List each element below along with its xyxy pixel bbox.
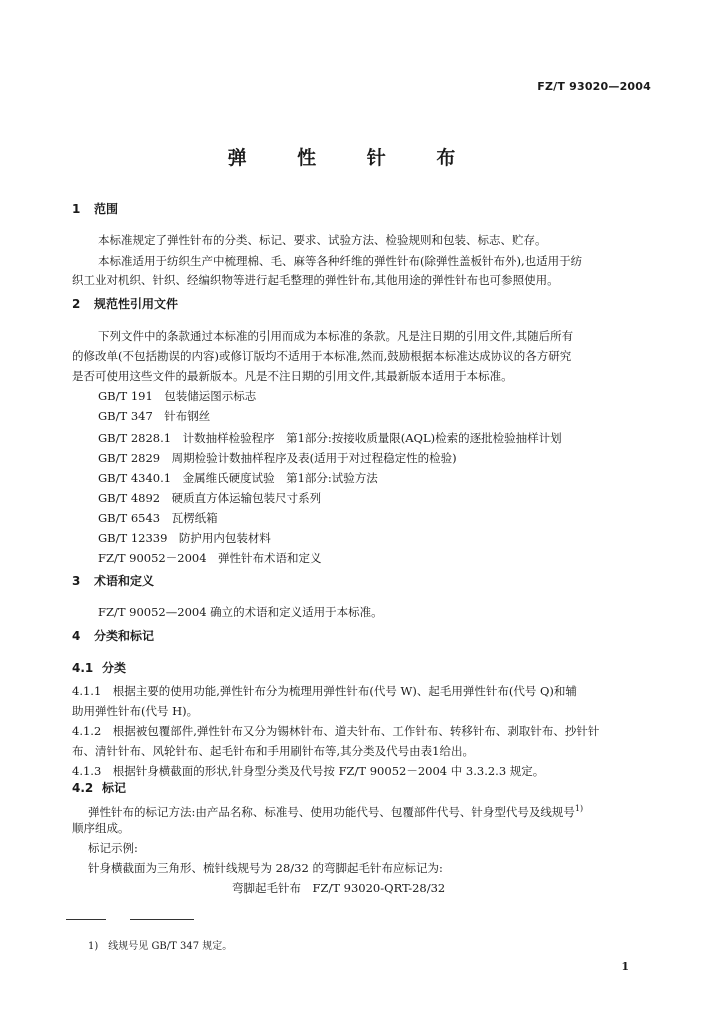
reference-item: FZ/T 90052－2004 弹性针布术语和定义 — [98, 551, 322, 565]
section-title: 范围 — [94, 202, 119, 216]
section-title: 规范性引用文件 — [94, 297, 179, 311]
footnote: 1) 线规号见 GB/T 347 规定。 — [88, 941, 233, 952]
section-1-heading — [72, 202, 118, 217]
example-label: 标记示例: — [88, 841, 138, 855]
section-4-heading — [72, 629, 154, 644]
footnote-rule-right — [130, 919, 194, 920]
paragraph-line: 本标准规定了弹性针布的分类、标记、要求、试验方法、检验规则和包装、标志、贮存。 — [98, 233, 547, 247]
section-number: 3 — [72, 574, 81, 588]
section-title: 分类 — [102, 661, 127, 675]
page-number: 1 — [621, 960, 629, 973]
marking-method-text: 弹性针布的标记方法:由产品名称、标准号、使用功能代号、包覆部件代号、针身型代号及线规号 — [88, 804, 575, 819]
section-number: 4 — [72, 629, 81, 643]
reference-item: GB/T 2828.1 计数抽样检验程序 第1部分:按接收质量限(AQL)检索的逐批检验抽样计划 — [98, 431, 562, 445]
section-title: 术语和定义 — [94, 574, 155, 588]
example-marking: 弯脚起毛针布 FZ/T 93020-QRT-28/32 — [232, 881, 446, 895]
paragraph-line: FZ/T 90052—2004 确立的术语和定义适用于本标准。 — [98, 605, 383, 619]
section-number: 4.1 — [72, 661, 94, 675]
reference-item: GB/T 4340.1 金属维氏硬度试验 第1部分:试验方法 — [98, 471, 378, 485]
section-3-heading — [72, 574, 154, 589]
subsection-4-1-heading — [72, 661, 126, 676]
clause-line: 4.1.3 根据针身横截面的形状,针身型分类及代号按 FZ/T 90052－2004 中 3.3.2.3 规定。 — [72, 764, 545, 778]
reference-item: GB/T 2829 周期检验计数抽样程序及表(适用于对过程稳定性的检验) — [98, 451, 457, 465]
example-text: 针身横截面为三角形、梳针线规号为 28/32 的弯脚起毛针布应标记为: — [88, 861, 443, 875]
paragraph-line: 顺序组成。 — [72, 821, 130, 835]
section-title: 标记 — [102, 781, 127, 795]
standard-code: FZ/T 93020—2004 — [537, 80, 651, 93]
reference-item: GB/T 347 针布钢丝 — [98, 409, 211, 423]
paragraph-line — [88, 801, 583, 820]
paragraph-line: 本标准适用于纺织生产中梳理棉、毛、麻等各种纤维的弹性针布(除弹性盖板针布外),也适用于纺 — [98, 254, 583, 268]
section-2-heading — [72, 297, 178, 312]
section-title: 分类和标记 — [94, 629, 155, 643]
clause-line: 4.1.2 根据被包覆部件,弹性针布又分为锡林针布、道夫针布、工作针布、转移针布、剥取针布、抄针针 — [72, 724, 600, 738]
subsection-4-2-heading — [72, 781, 126, 796]
clause-line: 布、清针针布、风轮针布、起毛针布和手用刷针布等,其分类及代号由表1给出。 — [72, 744, 474, 758]
clause-line: 助用弹性针布(代号 H)。 — [72, 704, 199, 718]
document-title: 弹 性 针 布 — [227, 147, 478, 169]
section-number: 1 — [72, 202, 81, 216]
paragraph-line: 是否可使用这些文件的最新版本。凡是不注日期的引用文件,其最新版本适用于本标准。 — [72, 369, 513, 383]
paragraph-line: 织工业对机织、针织、经编织物等进行起毛整理的弹性针布,其他用途的弹性针布也可参照使用。 — [72, 273, 559, 287]
footnote-rule-left — [66, 919, 106, 920]
paragraph-line: 下列文件中的条款通过本标准的引用而成为本标准的条款。凡是注日期的引用文件,其随后所有 — [98, 329, 574, 343]
section-number: 2 — [72, 297, 81, 311]
reference-item: GB/T 12339 防护用内包装材料 — [98, 531, 271, 545]
footnote-marker: 1) — [574, 804, 584, 813]
paragraph-line: 的修改单(不包括勘误的内容)或修订版均不适用于本标准,然而,鼓励根据本标准达成协议的各方研究 — [72, 349, 572, 363]
section-number: 4.2 — [72, 781, 94, 795]
clause-line: 4.1.1 根据主要的使用功能,弹性针布分为梳理用弹性针布(代号 W)、起毛用弹性针布(代号 Q)和辅 — [72, 684, 577, 698]
reference-item: GB/T 6543 瓦楞纸箱 — [98, 511, 218, 525]
reference-item: GB/T 4892 硬质直方体运输包装尺寸系列 — [98, 491, 322, 505]
reference-item: GB/T 191 包装储运图示标志 — [98, 389, 257, 403]
